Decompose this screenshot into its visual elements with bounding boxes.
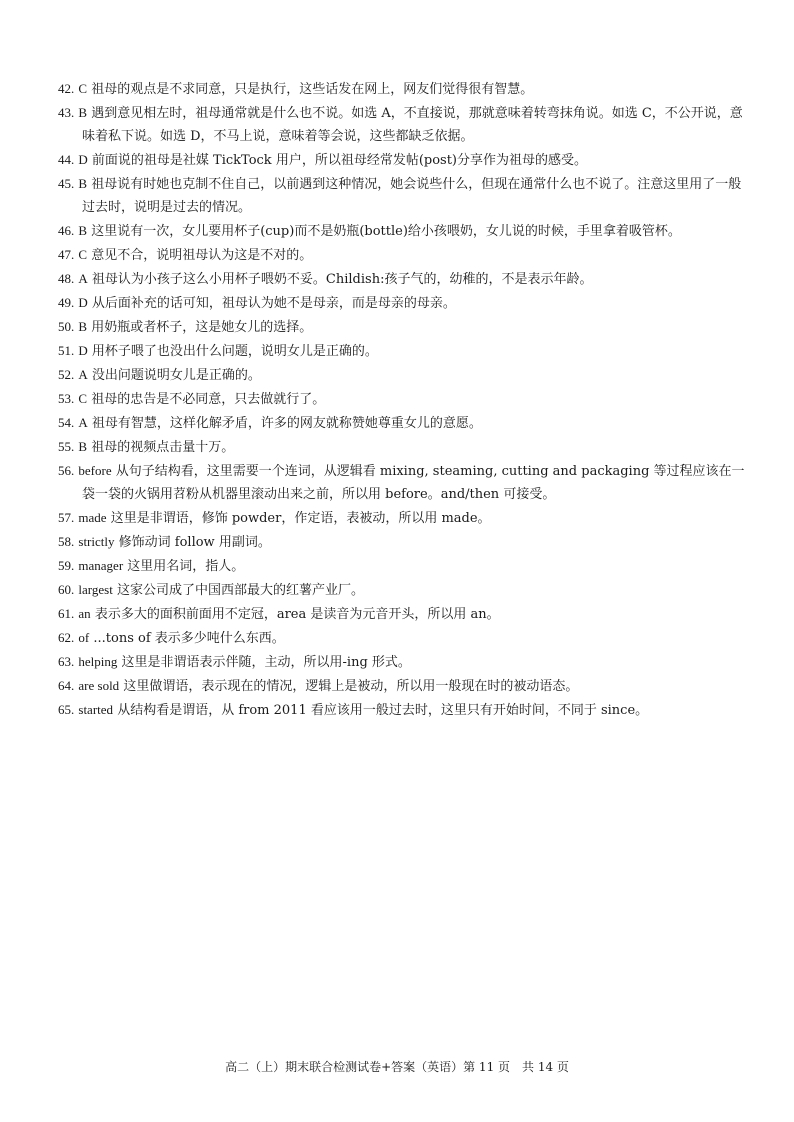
answer-key: D xyxy=(78,152,88,167)
answer-explanation: 祖母的观点是不求同意，只是执行，这些话发在网上，网友们觉得很有智慧。 xyxy=(91,82,534,97)
answer-item xyxy=(58,387,748,411)
answer-item xyxy=(58,315,748,339)
answer-number: 59. xyxy=(58,558,75,573)
answer-explanation: 用杯子喂了也没出什么问题，说明女儿是正确的。 xyxy=(91,344,378,359)
answer-item xyxy=(58,530,748,554)
answer-item xyxy=(58,148,748,172)
answer-key: B xyxy=(78,223,88,238)
answer-number: 48. xyxy=(58,271,75,286)
answer-item xyxy=(58,172,748,219)
answer-number: 49. xyxy=(58,295,75,310)
answer-item xyxy=(58,243,748,267)
answer-number: 53. xyxy=(58,391,75,406)
answer-item xyxy=(58,339,748,363)
answer-item xyxy=(58,219,748,243)
answer-number: 63. xyxy=(58,654,75,669)
answer-key: A xyxy=(78,271,88,286)
answer-number: 61. xyxy=(58,606,75,621)
answer-item xyxy=(58,698,748,722)
answer-number: 51. xyxy=(58,343,75,358)
answer-item xyxy=(58,267,748,291)
answer-item xyxy=(58,291,748,315)
answer-item xyxy=(58,626,748,650)
answer-explanation: 意见不合，说明祖母认为这是不对的。 xyxy=(91,248,313,263)
answer-explanation: 从后面补充的话可知，祖母认为她不是母亲，而是母亲的母亲。 xyxy=(91,296,456,311)
answer-key: started xyxy=(78,702,114,717)
answer-item xyxy=(58,77,748,101)
answer-number: 55. xyxy=(58,439,75,454)
answer-number: 43. xyxy=(58,105,75,120)
answer-item xyxy=(58,602,748,626)
answer-key: C xyxy=(78,247,88,262)
answer-key: B xyxy=(78,319,88,334)
answer-key: B xyxy=(78,439,88,454)
answer-number: 44. xyxy=(58,152,75,167)
answer-number: 45. xyxy=(58,176,75,191)
answer-explanation: 祖母认为小孩子这么小用杯子喂奶不妥。Childish:孩子气的，幼稚的，不是表示年龄。 xyxy=(91,272,593,287)
answer-explanation: 这里做谓语，表示现在的情况，逻辑上是被动，所以用一般现在时的被动语态。 xyxy=(123,679,579,694)
answer-item xyxy=(58,554,748,578)
answer-explanation: 这里是非谓语，修饰 powder，作定语，表被动，所以用 made。 xyxy=(110,511,491,526)
answer-explanation: 祖母的视频点击量十万。 xyxy=(91,440,235,455)
answer-number: 58. xyxy=(58,534,75,549)
answer-number: 42. xyxy=(58,81,75,96)
answer-explanation: 表示多大的面积前面用不定冠，area 是读音为元音开头，所以用 an。 xyxy=(94,607,500,622)
answer-explanation: 用奶瓶或者杯子，这是她女儿的选择。 xyxy=(91,320,313,335)
answer-list xyxy=(58,77,748,722)
answer-number: 47. xyxy=(58,247,75,262)
answer-key: an xyxy=(78,606,91,621)
answer-key: made xyxy=(78,510,107,525)
answer-explanation: 祖母说有时她也克制不住自己，以前遇到这种情况，她会说些什么，但现在通常什么也不说了。注意这里用了一般过去时，说明是过去的情况。 xyxy=(82,177,742,215)
answer-explanation: 这里用名词，指人。 xyxy=(127,559,245,574)
answer-key: strictly xyxy=(78,534,115,549)
answer-number: 65. xyxy=(58,702,75,717)
answer-key: C xyxy=(78,81,88,96)
answer-item xyxy=(58,674,748,698)
answer-explanation: 这里说有一次，女儿要用杯子(cup)而不是奶瓶(bottle)给小孩喂奶，女儿说的时候，手里拿着吸管杯。 xyxy=(91,224,681,239)
answer-item xyxy=(58,363,748,387)
answer-item xyxy=(58,578,748,602)
answer-explanation: 从结构看是谓语，从 from 2011 看应该用一般过去时，这里只有开始时间，不同于 since。 xyxy=(117,703,649,718)
answer-key: largest xyxy=(78,582,113,597)
answer-key: before xyxy=(78,463,112,478)
answer-number: 46. xyxy=(58,223,75,238)
answer-number: 56. xyxy=(58,463,75,478)
answer-explanation: 没出问题说明女儿是正确的。 xyxy=(91,368,261,383)
answer-key: D xyxy=(78,295,88,310)
answer-number: 60. xyxy=(58,582,75,597)
answer-explanation: 修饰动词 follow 用副词。 xyxy=(118,535,271,550)
answer-key: B xyxy=(78,176,88,191)
answer-explanation: 从句子结构看，这里需要一个连词，从逻辑看 mixing, steaming, cutting and packaging 等过程应该在一袋一袋的火锅用苕粉从机器里滚动出来之前，所以用 before。and/then 可接受。 xyxy=(82,464,745,502)
answer-key: helping xyxy=(78,654,118,669)
answer-key: are sold xyxy=(78,678,120,693)
answer-item xyxy=(58,506,748,530)
answer-explanation: 这家公司成了中国西部最大的红薯产业厂。 xyxy=(116,583,364,598)
answer-key: of xyxy=(78,630,90,645)
answer-explanation: ...tons of 表示多少吨什么东西。 xyxy=(93,631,285,646)
answer-explanation: 遇到意见相左时，祖母通常就是什么也不说。如选 A，不直接说，那就意味着转弯抹角说。如选 C，不公开说，意味着私下说。如选 D，不马上说，意味着等会说，这些都缺乏依据。 xyxy=(82,106,743,144)
answer-item xyxy=(58,459,748,506)
page-footer: 高二（上）期末联合检测试卷+答案（英语）第 11 页 共 14 页 xyxy=(225,1060,569,1074)
answer-item xyxy=(58,435,748,459)
answer-key: manager xyxy=(78,558,124,573)
answer-explanation: 前面说的祖母是社媒 TickTock 用户，所以祖母经常发帖(post)分享作为祖母的感受。 xyxy=(91,153,588,168)
answer-number: 57. xyxy=(58,510,75,525)
answer-key: A xyxy=(78,367,88,382)
answer-number: 52. xyxy=(58,367,75,382)
answer-key: C xyxy=(78,391,88,406)
answer-key: D xyxy=(78,343,88,358)
answer-number: 62. xyxy=(58,630,75,645)
answer-explanation: 祖母的忠告是不必同意，只去做就行了。 xyxy=(91,392,326,407)
answer-number: 64. xyxy=(58,678,75,693)
answer-key: A xyxy=(78,415,88,430)
answer-number: 50. xyxy=(58,319,75,334)
answer-item xyxy=(58,101,748,148)
answer-key: B xyxy=(78,105,88,120)
answer-item xyxy=(58,650,748,674)
answer-number: 54. xyxy=(58,415,75,430)
answer-explanation: 祖母有智慧，这样化解矛盾，许多的网友就称赞她尊重女儿的意愿。 xyxy=(91,416,482,431)
answer-item xyxy=(58,411,748,435)
answer-explanation: 这里是非谓语表示伴随，主动，所以用-ing 形式。 xyxy=(121,655,411,670)
